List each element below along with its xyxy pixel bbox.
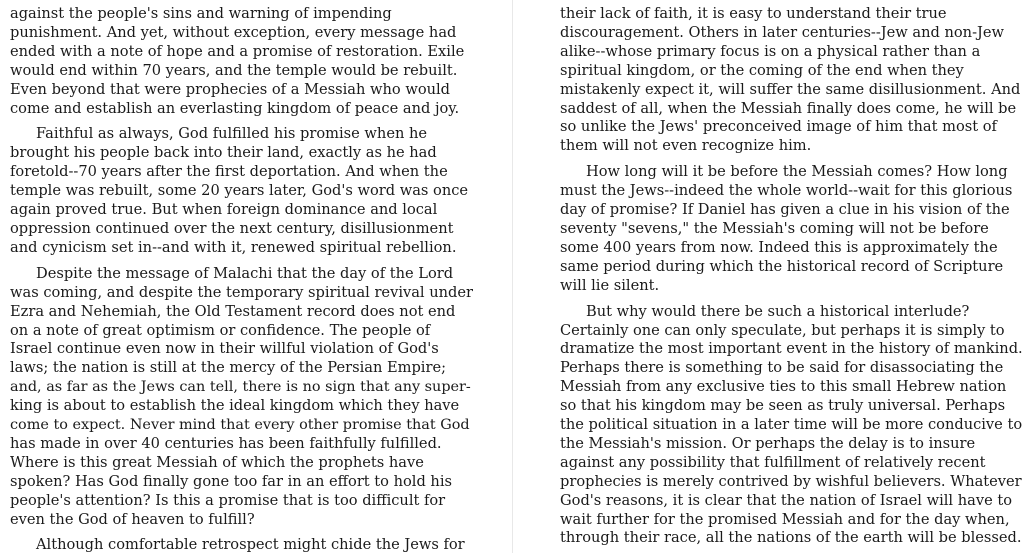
text-line: even the God of heaven to fulfill? (10, 510, 255, 528)
text-line: Despite the message of Malachi that the day of the Lord (36, 264, 454, 282)
text-line: Messiah from any exclusive ties to this small Hebrew nation (560, 378, 1007, 396)
text-line: and cynicism set in--and with it, renewed spiritual rebellion. (10, 238, 457, 256)
text-line: again proved true. But when foreign dominance and local (10, 201, 438, 219)
text-line: has made in over 40 centuries has been faithfully fulfilled. (10, 434, 442, 452)
text-line: Perhaps there is something to be said for disassociating the (560, 359, 1004, 377)
text-line: discouragement. Others in later centuries--Jew and non-Jew (560, 23, 1004, 41)
text-line: them will not even recognize him. (560, 137, 812, 155)
text-line: temple was rebuilt, some 20 years later, God's word was once (10, 182, 469, 200)
text-line: people's attention? Is this a promise that is too difficult for (10, 491, 446, 509)
text-line: come and establish an everlasting kingdom of peace and joy. (10, 99, 460, 117)
text-line: day of promise? If Daniel has given a clue in his vision of the (560, 201, 1010, 219)
text-line: against any possibility that fulfillment of relatively recent (560, 453, 986, 471)
text-line: mistakenly expect it, will suffer the same disillusionment. And (560, 80, 1021, 98)
text-line: would end within 70 years, and the temple would be rebuilt. (10, 61, 458, 79)
text-line: Certainly one can only speculate, but perhaps it is simply to (560, 321, 1005, 339)
text-line: spoken? Has God finally gone too far in an effort to hold his (10, 472, 452, 490)
text-line: king is about to establish the ideal kingdom which they have (10, 397, 460, 415)
text-line: alike--whose primary focus is on a physical rather than a (560, 42, 981, 60)
text-line: was coming, and despite the temporary spiritual revival under (10, 283, 473, 301)
text-line: prophecies is merely contrived by wishful believers. Whatever (560, 472, 1022, 490)
text-line: Faithful as always, God fulfilled his promise when he (36, 125, 428, 143)
text-line: brought his people back into their land, exactly as he had (10, 144, 437, 162)
text-line: foretold--70 years after the first deportation. And when the (10, 163, 448, 181)
text-line: spiritual kingdom, or the coming of the end when they (560, 61, 964, 79)
text-line: so that his kingdom may be seen as truly universal. Perhaps (560, 397, 1006, 415)
text-line: laws; the nation is still at the mercy of the Persian Empire; (10, 359, 447, 377)
text-line: Israel continue even now in their willful violation of God's (10, 340, 439, 358)
text-line: and, as far as the Jews can tell, there is no sign that any super- (10, 379, 471, 396)
text-line: seventy "sevens," the Messiah's coming will not be before (560, 219, 989, 237)
text-line: their lack of faith, it is easy to understand their true (560, 5, 947, 22)
text-line: come to expect. Never mind that every other promise that God (10, 417, 470, 434)
column-divider (512, 0, 513, 553)
text-line: saddest of all, when the Messiah finally does come, he will be (560, 99, 1017, 117)
text-line: on a note of great optimism or confidence. The people of (10, 321, 431, 339)
text-line: Ezra and Nehemiah, the Old Testament record does not end (10, 302, 456, 320)
text-line: God's reasons, it is clear that the nation of Israel will have to (560, 491, 1013, 509)
text-line: punishment. And yet, without exception, every message had (10, 23, 457, 41)
text-line: through their race, all the nations of the earth will be blessed. (560, 529, 1022, 547)
text-line: dramatize the most important event in the history of mankind. (560, 340, 1023, 358)
text-line: so unlike the Jews' preconceived image of him that most of (560, 118, 997, 136)
text-line: But why would there be such a historical interlude? (586, 302, 970, 320)
text-line: must the Jews--indeed the whole world--wait for this glorious (560, 182, 1013, 200)
text-line: the Messiah's mission. Or perhaps the delay is to insure (560, 434, 976, 452)
text-line: wait further for the promised Messiah and for the day when, (560, 510, 1010, 528)
text-line: same period during which the historical record of Scripture (560, 257, 1004, 275)
text-line: Where is this great Messiah of which the prophets have (10, 453, 424, 471)
text-line: oppression continued over the next century, disillusionment (10, 219, 454, 237)
text-line: the political situation in a later time will be more conducive to (560, 416, 1023, 434)
text-line: Even beyond that were prophecies of a Messiah who would (10, 80, 451, 98)
left-text-column (10, 5, 474, 555)
text-line: will lie silent. (560, 276, 660, 294)
text-line: How long will it be before the Messiah comes? How long (586, 163, 1008, 181)
right-text-column (560, 5, 1024, 548)
text-line: against the people's sins and warning of impending (10, 5, 392, 22)
text-line: Although comfortable retrospect might chide the Jews for (36, 536, 465, 554)
text-line: some 400 years from now. Indeed this is approximately the (560, 238, 998, 256)
text-line: ended with a note of hope and a promise of restoration. Exile (10, 42, 465, 60)
